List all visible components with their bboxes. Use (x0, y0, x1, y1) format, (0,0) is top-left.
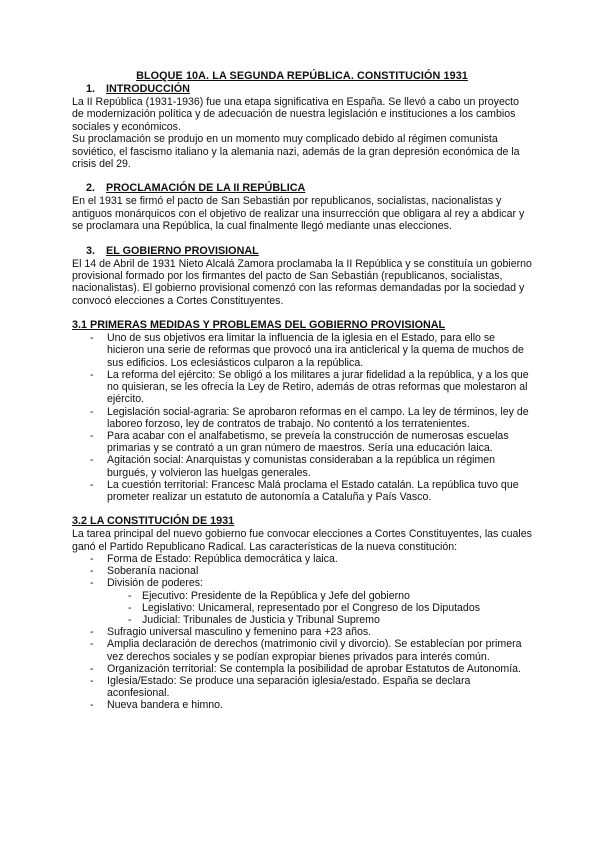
section-number: 3. (85, 244, 95, 257)
list-item: - Forma de Estado: República democrática y laica. (72, 553, 532, 565)
paragraph: El 14 de Abril de 1931 Nieto Alcalá Zamora proclamaba la II República y se constituía un gobierno provisional formado por los firmantes del pacto de San Sebastián (republicanos, socialistas, nacionalistas). El gobierno provisional comenzó con las reformas demandadas por la sociedad y convocó elecciones a Cortes Constituyentes. (72, 257, 532, 307)
list-item: - Amplia declaración de derechos (matrimonio civil y divorcio). Se establecían por primera vez derechos sociales y se podían expropiar bienes privados para interés común. (72, 638, 532, 662)
section-heading-gobierno-provisional (72, 245, 532, 258)
section-heading-introduccion (72, 83, 532, 96)
list-item: - Organización territorial: Se contempla la posibilidad de aprobar Estatutos de Autonomía. (72, 663, 532, 675)
document-page (72, 70, 532, 712)
paragraph: La tarea principal del nuevo gobierno fue convocar elecciones a Cortes Constituyentes, las cuales ganó el Partido Republicano Radical. Las características de la nueva constitución: (72, 528, 532, 553)
constitution-list (72, 553, 532, 712)
list-item: - La cuestión territorial: Francesc Malá proclama el Estado catalán. La república tuvo que prometer realizar un estatuto de autonomía a Cataluña y País Vasco. (72, 479, 532, 503)
sub-list-item: - Judicial: Tribunales de Justicia y Tribunal Supremo (72, 614, 532, 626)
list-item (72, 577, 532, 626)
section-title: PROCLAMACIÓN DE LA II REPÚBLICA (106, 182, 306, 195)
powers-list (72, 590, 532, 627)
section-title: EL GOBIERNO PROVISIONAL (106, 244, 259, 257)
paragraph: En el 1931 se firmó el pacto de San Sebastián por republicanos, socialistas, nacionalistas y antiguos monárquicos con el objetivo de realizar una insurrección que obligara al rey a abdicar y se proclamara una República, la cual finalmente llegó mediante unas elecciones. (72, 195, 525, 233)
list-item: - Agitación social: Anarquistas y comunistas consideraban a la república un régimen burgués, y volvieron las huelgas generales. (72, 454, 532, 478)
sub-list-item: - Ejecutivo: Presidente de la República y Jefe del gobierno (72, 590, 532, 602)
list-item-text: División de poderes: (107, 577, 203, 590)
subsection-heading-3-2: 3.2 LA CONSTITUCIÓN DE 1931 (72, 515, 235, 528)
subsection-heading-3-1: 3.1 PRIMERAS MEDIDAS Y PROBLEMAS DEL GOBIERNO PROVISIONAL (72, 319, 446, 332)
paragraph: La II República (1931-1936) fue una etapa significativa en España. Se llevó a cabo un proyecto de modernización política y de adecuación de nuestra legislación e instituciones a los cambios sociales y económicos. (72, 96, 520, 133)
list-item: - Iglesia/Estado: Se produce una separación iglesia/estado. España se declara aconfesional. (72, 675, 532, 699)
list-item: - Soberanía nacional (72, 565, 532, 577)
paragraph: Su proclamación se produjo en un momento muy complicado debido al régimen comunista soviético, el fascismo italiano y la alemania nazi, además de la gran depresión económica de la crisis del 29. (72, 133, 520, 171)
sub-list-item: - Legislativo: Unicameral, representado por el Congreso de los Diputados (72, 602, 532, 614)
list-item: - Sufragio universal masculino y femenino para +23 años. (72, 626, 532, 638)
list-item: - Nueva bandera e himno. (72, 699, 532, 711)
section-number: 1. (85, 83, 95, 95)
section-title: INTRODUCCIÓN (106, 83, 190, 95)
list-item: - Para acabar con el analfabetismo, se preveía la construcción de numerosas escuelas primarias y se contrató a un gran número de maestros. Sería una educación laica. (72, 430, 532, 454)
document-title: BLOQUE 10A. LA SEGUNDA REPÚBLICA. CONSTITUCIÓN 1931 (136, 70, 468, 82)
measures-list (72, 332, 532, 503)
list-item: - La reforma del ejército: Se obligó a los militares a jurar fidelidad a la república, y a los que no quisieran, se les ofrecía la Ley de Retiro, además de otras reformas que molestaron al ejército. (72, 369, 532, 406)
list-item: - Legislación social-agraria: Se aprobaron reformas en el campo. La ley de términos, ley de laboreo forzoso, ley de contratos de trabajo. No contentó a los terratenientes. (72, 406, 532, 430)
section-number: 2. (85, 182, 95, 195)
section-heading-proclamacion (72, 182, 532, 195)
list-item: - Uno de sus objetivos era limitar la influencia de la iglesia en el Estado, para ello se hicieron una serie de reformas que provocó una ira anticlerical y la quema de muchos de sus edificios. Los eclesiásticos culparon a la república. (72, 332, 532, 369)
